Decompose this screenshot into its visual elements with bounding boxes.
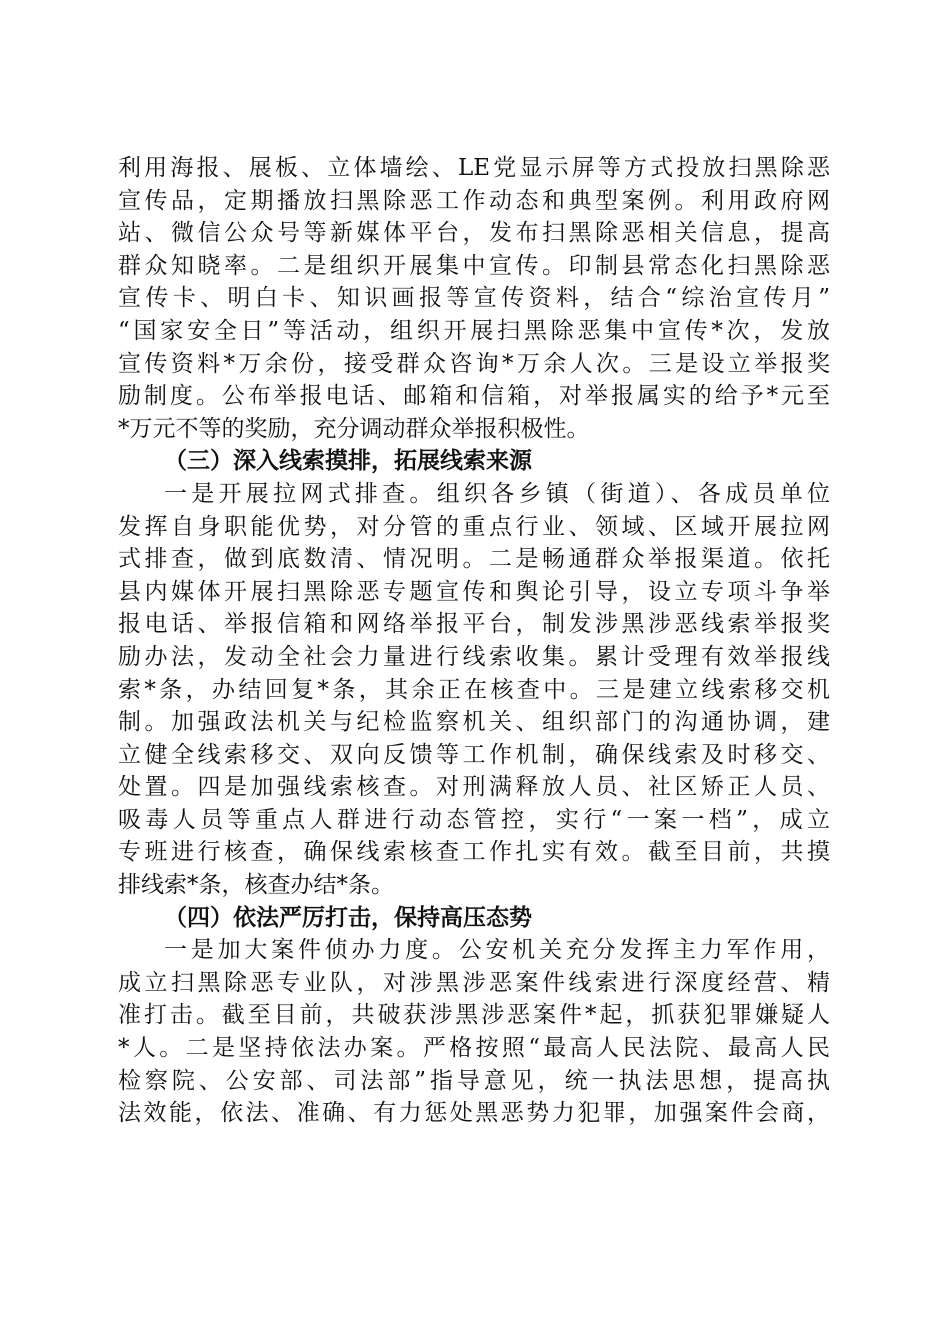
paragraph-line: 成立扫黑除恶专业队，对涉黑涉恶案件线索进行深度经营、精 xyxy=(118,969,830,996)
paragraph-line: *人。二是坚持依法办案。严格按照“最高人民法院、最高人民 xyxy=(118,1035,830,1062)
paragraph-line: 式排查，做到底数清、情况明。二是畅通群众举报渠道。依托 xyxy=(118,546,830,573)
body-text xyxy=(118,152,830,1130)
section-heading: （三）深入线索摸排，拓展线索来源 xyxy=(164,447,532,475)
paragraph-line: 法效能，依法、准确、有力惩处黑恶势力犯罪，加强案件会商， xyxy=(118,1100,830,1127)
paragraph-line: 处置。四是加强线索核查。对刑满释放人员、社区矫正人员、 xyxy=(118,774,830,801)
paragraph-line: 宣传资料*万余份，接受群众咨询*万余人次。三是设立举报奖 xyxy=(118,350,830,377)
paragraph-line: 立健全线索移交、双向反馈等工作机制，确保线索及时移交、 xyxy=(118,741,830,768)
paragraph-line: 排线索*条，核查办结*条。 xyxy=(118,872,394,899)
paragraph-line: 一是开展拉网式排查。组织各乡镇（街道）、各成员单位 xyxy=(164,480,830,507)
paragraph-line: 站、微信公众号等新媒体平台，发布扫黑除恶相关信息，提高 xyxy=(118,220,830,247)
paragraph-line: 宣传品，定期播放扫黑除恶工作动态和典型案例。利用政府网 xyxy=(118,187,830,214)
paragraph-line: 报电话、举报信箱和网络举报平台，制发涉黑涉恶线索举报奖 xyxy=(118,611,830,638)
paragraph-line: 吸毒人员等重点人群进行动态管控，实行“一案一档”，成立 xyxy=(118,806,830,833)
paragraph-line: 准打击。截至目前，共破获涉黑涉恶案件*起，抓获犯罪嫌疑人 xyxy=(118,1002,830,1029)
paragraph-line: 索*条，办结回复*条，其余正在核查中。三是建立线索移交机 xyxy=(118,676,830,703)
paragraph-line: *万元不等的奖励，充分调动群众举报积极性。 xyxy=(118,415,590,442)
paragraph-line: 群众知晓率。二是组织开展集中宣传。印制县常态化扫黑除恶 xyxy=(118,252,830,279)
paragraph-line: 制。加强政法机关与纪检监察机关、组织部门的沟通协调，建 xyxy=(118,709,830,736)
paragraph-line: 县内媒体开展扫黑除恶专题宣传和舆论引导，设立专项斗争举 xyxy=(118,578,830,605)
section-heading: （四）依法严厉打击，保持高压态势 xyxy=(164,903,532,931)
paragraph-line: 励办法，发动全社会力量进行线索收集。累计受理有效举报线 xyxy=(118,643,830,670)
paragraph-line: 检察院、公安部、司法部”指导意见，统一执法思想，提高执 xyxy=(118,1067,830,1094)
paragraph-line: 利用海报、展板、立体墙绘、LE党显示屏等方式投放扫黑除恶 xyxy=(118,155,830,181)
paragraph-line: “国家安全日”等活动，组织开展扫黑除恶集中宣传*次，发放 xyxy=(118,317,830,344)
paragraph-line: 专班进行核查，确保线索核查工作扎实有效。截至目前，共摸 xyxy=(118,839,830,866)
paragraph-line: 励制度。公布举报电话、邮箱和信箱，对举报属实的给予*元至 xyxy=(118,383,830,410)
paragraph-line: 发挥自身职能优势，对分管的重点行业、领域、区域开展拉网 xyxy=(118,513,830,540)
paragraph-line: 一是加大案件侦办力度。公安机关充分发挥主力军作用， xyxy=(164,937,830,964)
paragraph-line: 宣传卡、明白卡、知识画报等宣传资料，结合“综治宣传月” xyxy=(118,285,830,312)
